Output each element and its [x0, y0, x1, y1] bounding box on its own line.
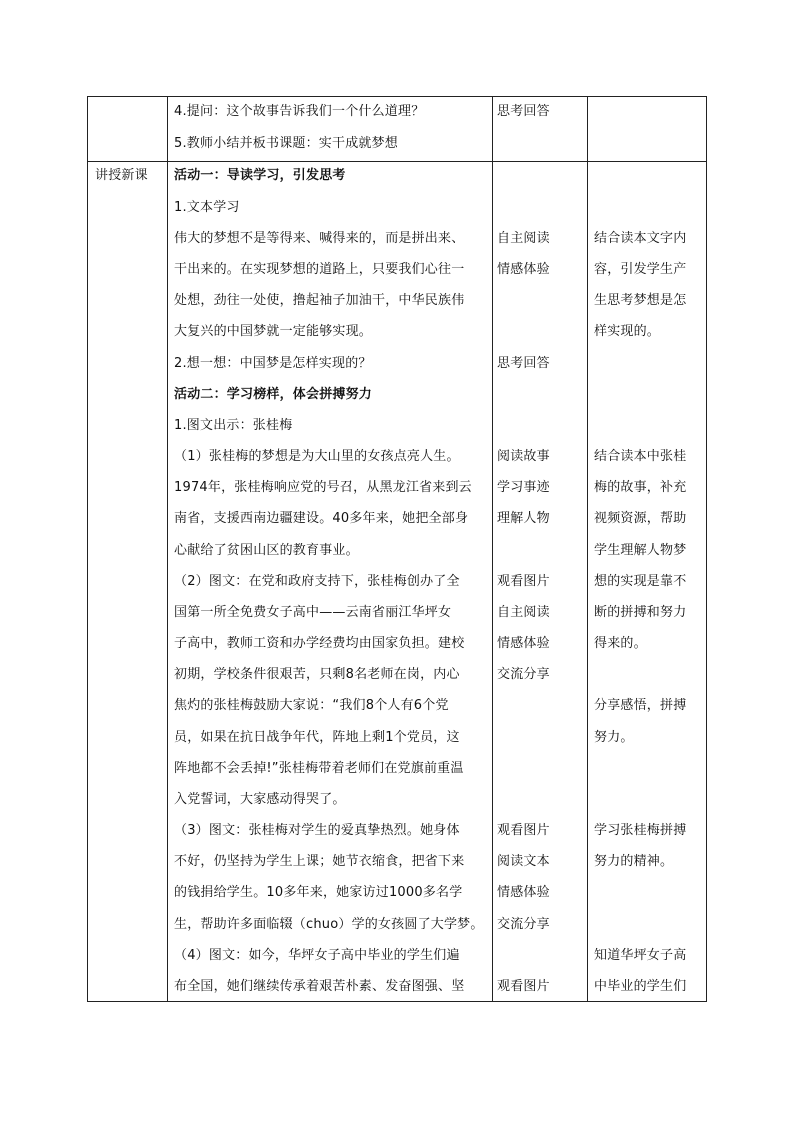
content-line: 4.提问：这个故事告诉我们一个什么道理？ [174, 104, 425, 119]
design-intent: 分享感悟，拼搏 [594, 698, 687, 713]
student-activity: 观看图片 [497, 979, 550, 994]
design-intent: 学习张桂梅拼搏 [594, 823, 687, 838]
content-line: 生，帮助许多面临辍（chuo）学的女孩圆了大学梦。 [174, 917, 484, 932]
content-line: 1.图文出示：张桂梅 [174, 418, 293, 433]
student-activity: 情感体验 [497, 636, 550, 651]
column-divider [492, 97, 493, 1001]
content-line: 焦灼的张桂梅鼓励大家说：“我们8个人有6个党 [174, 698, 449, 713]
content-line: 大复兴的中国梦就一定能够实现。 [174, 324, 373, 339]
student-activity: 阅读文本 [497, 854, 550, 869]
content-line: 不好，仍坚持为学生上课；她节衣缩食，把省下来 [174, 854, 465, 869]
design-intent: 断的拼搏和努力 [594, 605, 687, 620]
design-intent: 努力的精神。 [594, 854, 674, 869]
content-line: 阵地都不会丢掉!”张桂梅带着老师们在党旗前重温 [174, 761, 464, 776]
content-line: （3）图文：张桂梅对学生的爱真挚热烈。她身体 [174, 823, 460, 838]
lesson-plan-table [87, 96, 707, 1002]
column-divider [167, 97, 168, 1001]
design-intent: 得来的。 [594, 636, 647, 651]
content-line: 伟大的梦想不是等得来、喊得来的，而是拼出来、 [174, 231, 465, 246]
student-activity: 自主阅读 [497, 605, 550, 620]
content-line: 的钱捐给学生。10多年来，她家访过1000多名学 [174, 885, 463, 900]
activity-heading: 活动二：学习榜样，体会拼搏努力 [174, 387, 373, 402]
design-intent: 努力。 [594, 730, 634, 745]
content-line: 子高中，教师工资和办学经费均由国家负担。建校 [174, 636, 465, 651]
section-label: 讲授新课 [95, 168, 148, 183]
design-intent: 知道华坪女子高 [594, 948, 687, 963]
student-activity: 思考回答 [497, 356, 550, 371]
design-intent: 想的实现是靠不 [594, 574, 687, 589]
content-line: 2.想一想：中国梦是怎样实现的？ [174, 356, 372, 371]
content-line: 处想，劲往一处使，撸起袖子加油干，中华民族伟 [174, 293, 465, 308]
design-intent: 生思考梦想是怎 [594, 293, 687, 308]
row-divider [88, 161, 706, 162]
content-line: （4）图文：如今，华坪女子高中毕业的学生们遍 [174, 948, 460, 963]
column-divider [587, 97, 588, 1001]
design-intent: 结合读本文字内 [594, 231, 687, 246]
content-line: （1）张桂梅的梦想是为大山里的女孩点亮人生。 [174, 449, 460, 464]
content-line: 入党誓词，大家感动得哭了。 [174, 792, 346, 807]
student-activity: 观看图片 [497, 823, 550, 838]
student-activity: 观看图片 [497, 574, 550, 589]
content-line: 南省，支援西南边疆建设。40多年来，她把全部身 [174, 511, 469, 526]
student-activity: 情感体验 [497, 885, 550, 900]
content-line: 心献给了贫困山区的教育事业。 [174, 543, 359, 558]
content-line: （2）图文：在党和政府支持下，张桂梅创办了全 [174, 574, 460, 589]
content-line: 1974年，张桂梅响应党的号召，从黑龙江省来到云 [174, 480, 472, 495]
student-activity: 学习事迹 [497, 480, 550, 495]
content-line: 布全国，她们继续传承着艰苦朴素、发奋图强、坚 [174, 979, 465, 994]
content-line: 1.文本学习 [174, 200, 240, 215]
student-activity: 阅读故事 [497, 449, 550, 464]
design-intent: 样实现的。 [594, 324, 661, 339]
content-line: 干出来的。在实现梦想的道路上，只要我们心往一 [174, 262, 465, 277]
design-intent: 容，引发学生产 [594, 262, 687, 277]
student-activity: 情感体验 [497, 262, 550, 277]
design-intent: 结合读本中张桂 [594, 449, 687, 464]
design-intent: 学生理解人物梦 [594, 543, 687, 558]
content-line: 初期，学校条件很艰苦，只剩8名老师在岗，内心 [174, 667, 460, 682]
content-line: 5.教师小结并板书课题：实干成就梦想 [174, 136, 399, 151]
student-activity: 理解人物 [497, 511, 550, 526]
activity-heading: 活动一：导读学习，引发思考 [174, 168, 346, 183]
student-activity: 自主阅读 [497, 231, 550, 246]
student-activity: 交流分享 [497, 667, 550, 682]
student-activity: 交流分享 [497, 917, 550, 932]
content-line: 国第一所全免费女子高中——云南省丽江华坪女 [174, 605, 452, 620]
content-line: 员，如果在抗日战争年代，阵地上剩1个党员，这 [174, 730, 460, 745]
design-intent: 中毕业的学生们 [594, 979, 687, 994]
design-intent: 视频资源，帮助 [594, 511, 687, 526]
student-activity: 思考回答 [497, 104, 550, 119]
design-intent: 梅的故事，补充 [594, 480, 687, 495]
